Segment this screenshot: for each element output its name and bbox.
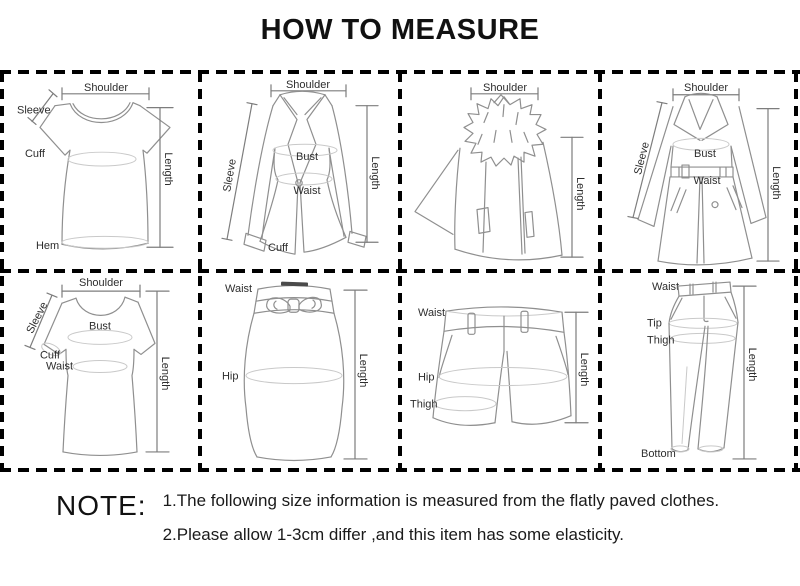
label-shoulder: Shoulder bbox=[683, 81, 729, 94]
fur-collar-coat-drawing bbox=[400, 73, 600, 269]
t-shirt-drawing bbox=[0, 73, 200, 269]
dress-drawing bbox=[0, 269, 200, 468]
measure-grid bbox=[0, 73, 800, 468]
note-heading: NOTE: bbox=[56, 490, 147, 521]
panel-pants bbox=[600, 269, 800, 468]
label-length: Length bbox=[161, 152, 175, 186]
label-tip: Tip bbox=[647, 317, 662, 330]
label-thigh: Thigh bbox=[410, 398, 438, 411]
label-cuff: Cuff bbox=[25, 148, 45, 161]
panel-dress bbox=[0, 269, 200, 468]
label-length: Length bbox=[573, 177, 587, 211]
label-sleeve: Sleeve bbox=[17, 104, 51, 117]
blazer-drawing bbox=[200, 73, 400, 269]
note-lines bbox=[163, 488, 720, 545]
label-hip: Hip bbox=[222, 370, 239, 383]
label-bust: Bust bbox=[295, 151, 319, 164]
belt-loop bbox=[521, 311, 528, 332]
note-line-2: 2.Please allow 1-3cm differ ,and this item has some elasticity. bbox=[162, 525, 624, 544]
label-bust: Bust bbox=[89, 320, 111, 333]
trench-coat-drawing bbox=[600, 73, 800, 269]
label-length: Length bbox=[357, 353, 369, 388]
label-waist: Waist bbox=[225, 283, 253, 296]
note-line-1: 1.The following size information is measured from the flatly paved clothes. bbox=[162, 491, 720, 510]
label-length: Length bbox=[578, 352, 590, 387]
label-sleeve: Sleeve bbox=[24, 300, 51, 336]
label-length: Length bbox=[746, 347, 758, 382]
panel-trench-coat bbox=[600, 73, 800, 269]
label-shoulder: Shoulder bbox=[83, 81, 129, 94]
note-section bbox=[56, 488, 719, 545]
fur-collar bbox=[464, 97, 546, 166]
label-hip: Hip bbox=[418, 371, 435, 384]
label-bust: Bust bbox=[693, 148, 717, 161]
label-sleeve: Sleeve bbox=[221, 158, 239, 193]
label-bottom: Bottom bbox=[641, 447, 676, 460]
skirt-drawing bbox=[200, 269, 400, 468]
crease-line bbox=[682, 366, 687, 443]
page-title: HOW TO MEASURE bbox=[260, 14, 540, 46]
pants-drawing bbox=[600, 269, 800, 468]
label-waist: Waist bbox=[652, 281, 680, 294]
label-waist: Waist bbox=[293, 184, 321, 197]
panel-skirt bbox=[200, 269, 400, 468]
panel-t-shirt bbox=[0, 73, 200, 269]
label-shoulder: Shoulder bbox=[285, 78, 331, 91]
label-thigh: Thigh bbox=[647, 334, 675, 347]
label-shoulder: Shoulder bbox=[79, 277, 123, 290]
label-length: Length bbox=[159, 356, 171, 391]
label-sleeve: Sleeve bbox=[632, 140, 652, 176]
label-length: Length bbox=[368, 156, 382, 190]
label-cuff: Cuff bbox=[268, 242, 288, 255]
label-hem: Hem bbox=[36, 240, 60, 253]
label-waist: Waist bbox=[418, 307, 446, 320]
panel-blazer bbox=[200, 73, 400, 269]
panel-shorts bbox=[400, 269, 600, 468]
label-length: Length bbox=[769, 166, 783, 200]
label-waist: Waist bbox=[693, 174, 721, 187]
label-cuff: Cuff bbox=[40, 349, 60, 362]
label-shoulder: Shoulder bbox=[482, 81, 528, 94]
panel-fur-collar-coat bbox=[400, 73, 600, 269]
belt-loop bbox=[468, 313, 475, 334]
shorts-drawing bbox=[400, 269, 600, 468]
label-waist: Waist bbox=[46, 360, 74, 373]
